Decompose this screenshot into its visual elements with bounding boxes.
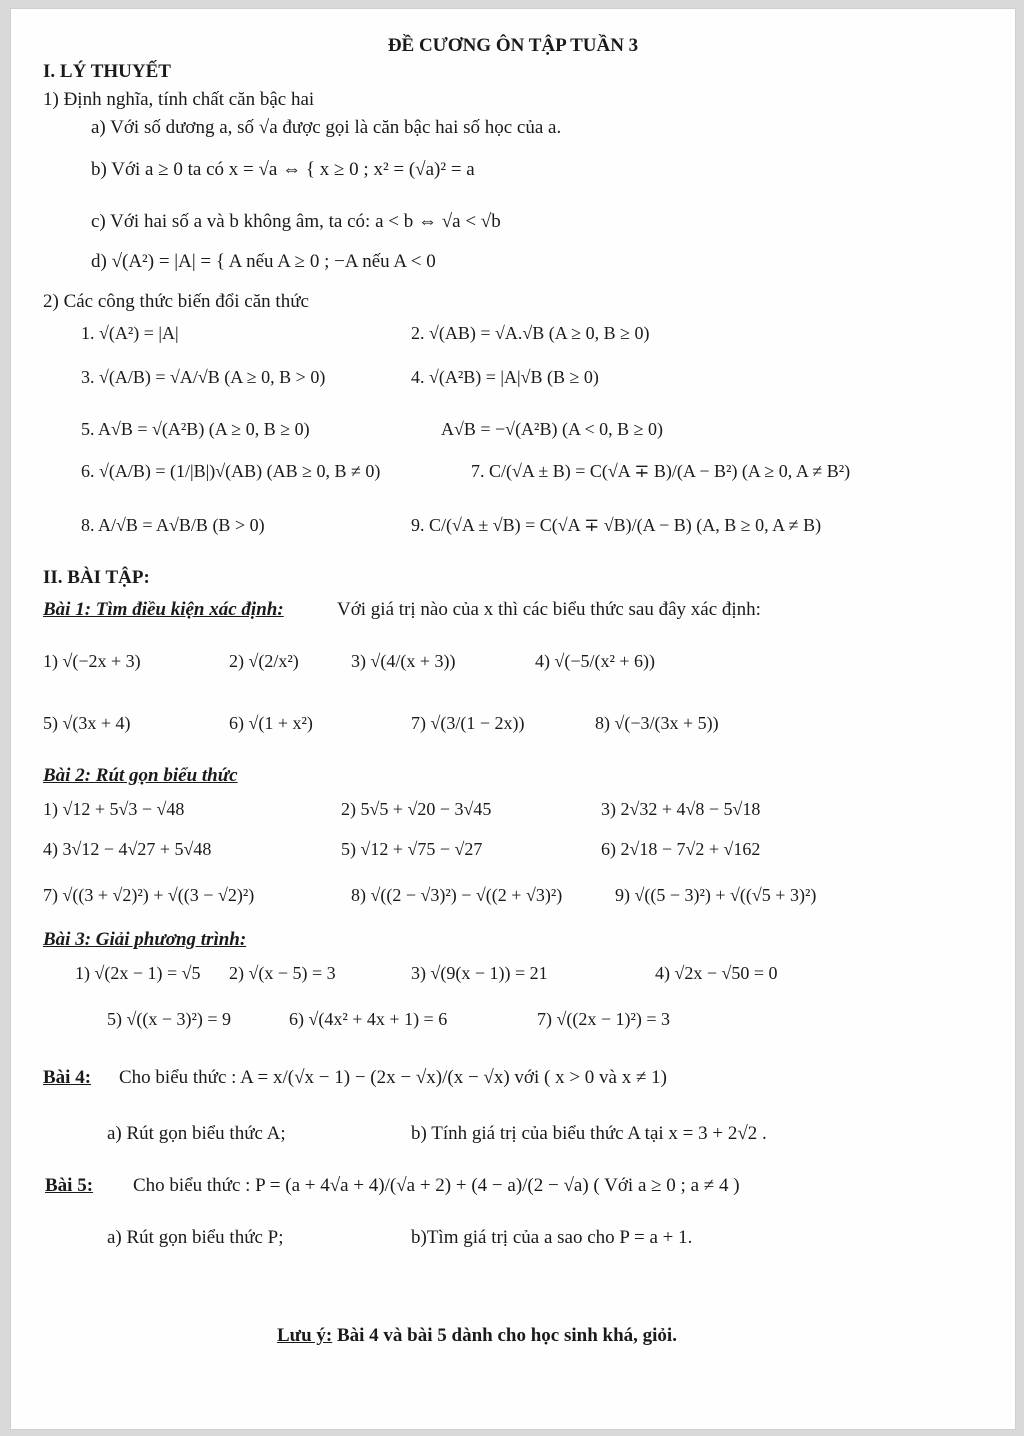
formula-1: 1. √(A²) = |A| [81,323,179,343]
formula-3: 3. √(A/B) = √A/√B (A ≥ 0, B > 0) [81,367,326,387]
formula-2: 2. √(AB) = √A.√B (A ≥ 0, B ≥ 0) [411,323,650,343]
theory-subheading-1: 1) Định nghĩa, tính chất căn bậc hai [43,89,315,110]
formula-7: 7. C/(√A ± B) = C(√A ∓ B)/(A − B²) (A ≥ 0, A ≠ B²) [471,461,851,481]
theory-subheading-2: 2) Các công thức biến đổi căn thức [43,291,309,312]
bai4-text: Cho biểu thức : A = x/(√x − 1) − (2x − √x)/(x − √x) với ( x > 0 và x ≠ 1) [119,1067,667,1088]
bai3-item-4: 4) √2x − √50 = 0 [655,963,778,983]
bai2-item-2: 2) 5√5 + √20 − 3√45 [341,799,492,819]
bai1-text: Với giá trị nào của x thì các biểu thức sau đây xác định: [337,599,761,620]
bai1-item-8: 8) √(−3/(3x + 5)) [595,713,719,733]
theory-item-b: b) Với a ≥ 0 ta có x = √a ⇔ { x ≥ 0 ; x² = (√a)² = a [91,159,475,180]
note-label: Lưu ý: [277,1325,333,1346]
bai5-label: Bài 5: [45,1175,94,1196]
formula-5: 5. A√B = √(A²B) (A ≥ 0, B ≥ 0) [81,419,310,439]
theory-item-c: c) Với hai số a và b không âm, ta có: a < b ⇔ √a < √b [91,211,501,232]
bai4-part-a: a) Rút gọn biểu thức A; [107,1123,286,1144]
bai1-item-1: 1) √(−2x + 3) [43,651,141,671]
section-exercises-heading: II. BÀI TẬP: [43,567,150,588]
bai2-item-1: 1) √12 + 5√3 − √48 [43,799,185,819]
formula-5b: A√B = −√(A²B) (A < 0, B ≥ 0) [441,419,663,439]
bai1-item-7: 7) √(3/(1 − 2x)) [411,713,525,733]
bai3-item-6: 6) √(4x² + 4x + 1) = 6 [289,1009,448,1029]
theory-item-d: d) √(A²) = |A| = { A nếu A ≥ 0 ; −A nếu A < 0 [91,251,436,272]
bai3-item-2: 2) √(x − 5) = 3 [229,963,336,983]
bai2-item-9: 9) √((5 − 3)²) + √((√5 + 3)²) [615,885,817,905]
bai2-item-5: 5) √12 + √75 − √27 [341,839,483,859]
bai1-label: Bài 1: Tìm điều kiện xác định: [43,599,284,620]
bai3-item-5: 5) √((x − 3)²) = 9 [107,1009,232,1029]
bai1-item-3: 3) √(4/(x + 3)) [351,651,456,671]
bai3-item-3: 3) √(9(x − 1)) = 21 [411,963,548,983]
bai5-part-a: a) Rút gọn biểu thức P; [107,1227,284,1248]
formula-8: 8. A/√B = A√B/B (B > 0) [81,515,265,535]
document-title: ĐỀ CƯƠNG ÔN TẬP TUẦN 3 [387,35,639,56]
bai1-item-6: 6) √(1 + x²) [229,713,313,733]
document-page [10,8,1016,1430]
bai1-item-4: 4) √(−5/(x² + 6)) [535,651,656,671]
bai2-item-7: 7) √((3 + √2)²) + √((3 − √2)²) [43,885,255,905]
bai2-label: Bài 2: Rút gọn biểu thức [43,765,238,786]
bai2-item-8: 8) √((2 − √3)²) − √((2 + √3)²) [351,885,563,905]
bai3-label: Bài 3: Giải phương trình: [43,929,247,950]
section-theory-heading: I. LÝ THUYẾT [43,61,171,82]
bai1-item-2: 2) √(2/x²) [229,651,299,671]
bai3-item-7: 7) √((2x − 1)²) = 3 [537,1009,671,1029]
formula-9: 9. C/(√A ± √B) = C(√A ∓ √B)/(A − B) (A, B ≥ 0, A ≠ B) [411,515,822,535]
bai2-item-3: 3) 2√32 + 4√8 − 5√18 [601,799,761,819]
bai5-part-b: b)Tìm giá trị của a sao cho P = a + 1. [411,1227,693,1248]
bai2-item-4: 4) 3√12 − 4√27 + 5√48 [43,839,212,859]
note [277,1325,677,1347]
bai3-item-1: 1) √(2x − 1) = √5 [75,963,201,983]
bai1-item-5: 5) √(3x + 4) [43,713,131,733]
formula-4: 4. √(A²B) = |A|√B (B ≥ 0) [411,367,599,387]
theory-item-a: a) Với số dương a, số √a được gọi là căn bậc hai số học của a. [91,117,562,138]
bai2-item-6: 6) 2√18 − 7√2 + √162 [601,839,761,859]
note-text: Bài 4 và bài 5 dành cho học sinh khá, giỏi. [332,1325,677,1346]
bai5-text: Cho biểu thức : P = (a + 4√a + 4)/(√a + 2) + (4 − a)/(2 − √a) ( Với a ≥ 0 ; a ≠ 4 ) [133,1175,740,1196]
bai4-label: Bài 4: [43,1067,92,1088]
formula-6: 6. √(A/B) = (1/|B|)√(AB) (AB ≥ 0, B ≠ 0) [81,461,381,481]
bai4-part-b: b) Tính giá trị của biểu thức A tại x = 3 + 2√2 . [411,1123,767,1144]
